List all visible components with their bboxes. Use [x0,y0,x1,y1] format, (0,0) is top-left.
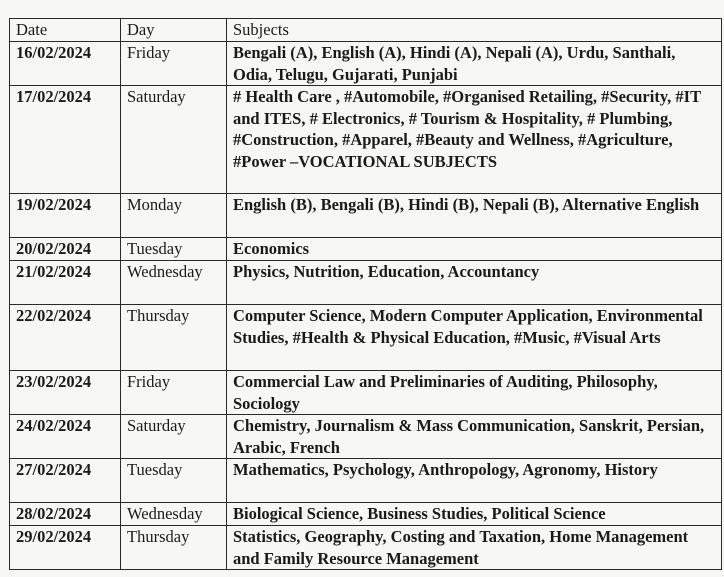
row-subjects: Bengali (A), English (A), Hindi (A), Nepali (A), Urdu, Santhali, Odia, Telugu, Gujarati, Punjabi [227,42,722,86]
row-day: Friday [121,371,227,415]
table-row [10,371,722,415]
row-day: Wednesday [121,503,227,526]
row-subjects: Biological Science, Business Studies, Political Science [227,503,722,526]
row-subjects: Computer Science, Modern Computer Application, Environmental Studies, #Health & Physical Education, #Music, #Visual Arts [227,305,722,371]
table-row [10,86,722,194]
row-day: Friday [121,42,227,86]
row-date: 16/02/2024 [10,42,121,86]
row-date: 24/02/2024 [10,415,121,459]
row-date: 17/02/2024 [10,86,121,194]
header-subjects: Subjects [227,19,722,42]
row-subjects: English (B), Bengali (B), Hindi (B), Nepali (B), Alternative English [227,194,722,238]
row-subjects: Commercial Law and Preliminaries of Auditing, Philosophy, Sociology [227,371,722,415]
row-date: 27/02/2024 [10,459,121,503]
row-day: Saturday [121,86,227,194]
table-row [10,526,722,570]
row-day: Saturday [121,415,227,459]
header-day: Day [121,19,227,42]
table-row [10,305,722,371]
row-day: Thursday [121,526,227,570]
row-day: Thursday [121,305,227,371]
row-date: 20/02/2024 [10,238,121,261]
row-date: 29/02/2024 [10,526,121,570]
row-subjects: Economics [227,238,722,261]
table-row [10,194,722,238]
header-row [10,19,722,42]
table-row [10,415,722,459]
table-row [10,238,722,261]
row-subjects: Statistics, Geography, Costing and Taxation, Home Management and Family Resource Management [227,526,722,570]
row-date: 22/02/2024 [10,305,121,371]
table-row [10,261,722,305]
exam-schedule-table [9,18,722,570]
row-date: 23/02/2024 [10,371,121,415]
table-row [10,42,722,86]
row-subjects: # Health Care , #Automobile, #Organised Retailing, #Security, #IT and ITES, # Electronics, # Tourism & Hospitality, # Plumbing, #Construction, #Apparel, #Beauty and Wellness, #Agriculture, #Power –VOCATIONAL SUBJECTS [227,86,722,194]
table-row [10,503,722,526]
table-row [10,459,722,503]
header-date: Date [10,19,121,42]
row-day: Wednesday [121,261,227,305]
row-date: 21/02/2024 [10,261,121,305]
row-day: Tuesday [121,459,227,503]
row-subjects: Mathematics, Psychology, Anthropology, Agronomy, History [227,459,722,503]
row-date: 28/02/2024 [10,503,121,526]
row-subjects: Chemistry, Journalism & Mass Communication, Sanskrit, Persian, Arabic, French [227,415,722,459]
row-date: 19/02/2024 [10,194,121,238]
row-subjects: Physics, Nutrition, Education, Accountancy [227,261,722,305]
row-day: Monday [121,194,227,238]
row-day: Tuesday [121,238,227,261]
